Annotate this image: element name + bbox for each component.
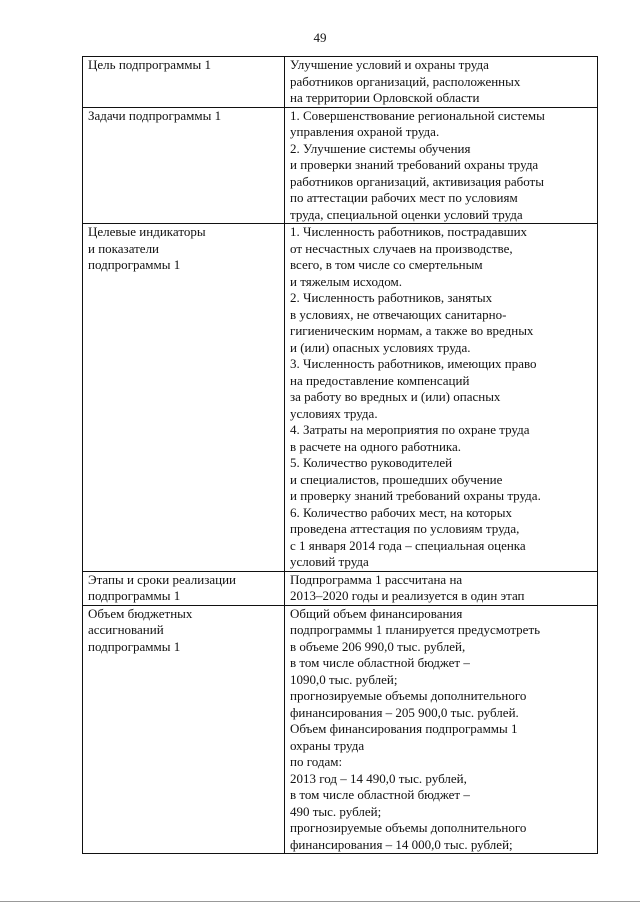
- content-line: от несчастных случаев на производстве,: [290, 240, 513, 256]
- content-line: условий труда: [290, 554, 369, 569]
- content-line: по аттестации рабочих мест по условиям: [290, 190, 518, 205]
- content-line: 6. Количество рабочих мест, на которых: [290, 504, 512, 520]
- table-row: [83, 571, 598, 605]
- content-line: Объем финансирования подпрограммы 1: [290, 721, 518, 736]
- row-label-cell: [83, 57, 285, 108]
- content-line: 2013–2020 годы и реализуется в один этап: [290, 588, 525, 603]
- row-content-cell: [285, 571, 598, 605]
- label-line: Этапы и сроки реализации: [88, 571, 236, 587]
- label-line: подпрограммы 1: [88, 588, 181, 603]
- content-line: всего, в том числе со смертельным: [290, 257, 483, 272]
- content-line: прогнозируемые объемы дополнительного: [290, 820, 527, 835]
- label-line: Объем бюджетных: [88, 605, 193, 621]
- row-content-cell: [285, 605, 598, 854]
- content-line: 5. Количество руководителей: [290, 455, 453, 470]
- content-line: управления охраной труда.: [290, 124, 440, 139]
- content-line: и (или) опасных условиях труда.: [290, 339, 471, 355]
- content-line: условиях труда.: [290, 405, 378, 421]
- row-label-cell: [83, 605, 285, 854]
- row-label-cell: [83, 571, 285, 605]
- content-line: в том числе областной бюджет –: [290, 655, 470, 670]
- content-line: в объеме 206 990,0 тыс. рублей,: [290, 638, 466, 654]
- content-line: и проверку знаний требований охраны труда.: [290, 488, 541, 503]
- subprogram-passport-table: [82, 56, 598, 854]
- page-number: 49: [313, 30, 327, 45]
- content-line: в условиях, не отвечающих санитарно-: [290, 306, 507, 322]
- table-row: [83, 605, 598, 854]
- content-line: финансирования – 14 000,0 тыс. рублей;: [290, 836, 513, 852]
- content-line: проведена аттестация по условиям труда,: [290, 521, 520, 536]
- row-label-cell: [83, 107, 285, 224]
- content-line: Подпрограмма 1 рассчитана на: [290, 571, 463, 587]
- row-label-cell: [83, 224, 285, 572]
- content-line: работников организаций, расположенных: [290, 73, 521, 89]
- content-line: 3. Численность работников, имеющих право: [290, 356, 537, 371]
- table-row: [83, 57, 598, 108]
- content-line: работников организаций, активизация работы: [290, 173, 544, 189]
- content-line: финансирования – 205 900,0 тыс. рублей.: [290, 704, 519, 720]
- content-line: 490 тыс. рублей;: [290, 803, 382, 819]
- content-line: Общий объем финансирования: [290, 605, 463, 621]
- label-line: подпрограммы 1: [88, 638, 181, 654]
- content-line: прогнозируемые объемы дополнительного: [290, 688, 527, 703]
- content-line: 1. Совершенствование региональной системы: [290, 107, 545, 123]
- row-content-cell: [285, 57, 598, 108]
- table-body: [83, 57, 598, 854]
- label-line: Задачи подпрограммы 1: [88, 107, 222, 123]
- content-line: за работу во вредных и (или) опасных: [290, 389, 501, 404]
- content-line: труда, специальной оценки условий труда: [290, 206, 523, 222]
- content-line: подпрограммы 1 планируется предусмотреть: [290, 622, 541, 637]
- content-line: в том числе областной бюджет –: [290, 787, 470, 802]
- label-line: ассигнований: [88, 622, 164, 637]
- content-line: и тяжелым исходом.: [290, 273, 403, 289]
- row-content-cell: [285, 107, 598, 224]
- row-content-cell: [285, 224, 598, 572]
- content-line: на предоставление компенсаций: [290, 372, 470, 388]
- table-row: [83, 224, 598, 572]
- label-line: Целевые индикаторы: [88, 224, 206, 239]
- content-line: на территории Орловской области: [290, 90, 480, 105]
- content-line: по годам:: [290, 754, 343, 769]
- page-bottom-divider: [0, 901, 640, 902]
- content-line: и проверки знаний требований охраны труда: [290, 157, 539, 172]
- content-line: 4. Затраты на мероприятия по охране труда: [290, 422, 530, 437]
- content-line: с 1 января 2014 года – специальная оценка: [290, 537, 526, 553]
- content-line: и специалистов, прошедших обучение: [290, 471, 503, 487]
- content-line: 2013 год – 14 490,0 тыс. рублей,: [290, 770, 467, 786]
- content-line: гигиеническим нормам, а также во вредных: [290, 323, 534, 338]
- content-line: Улучшение условий и охраны труда: [290, 57, 489, 72]
- content-line: охраны труда: [290, 737, 365, 753]
- content-line: 2. Улучшение системы обучения: [290, 140, 471, 156]
- label-line: подпрограммы 1: [88, 257, 181, 272]
- content-line: 1. Численность работников, пострадавших: [290, 224, 528, 239]
- label-line: и показатели: [88, 240, 160, 256]
- content-line: в расчете на одного работника.: [290, 438, 462, 454]
- label-line: Цель подпрограммы 1: [88, 57, 212, 72]
- table-row: [83, 107, 598, 224]
- content-line: 1090,0 тыс. рублей;: [290, 671, 398, 687]
- content-line: 2. Численность работников, занятых: [290, 290, 493, 305]
